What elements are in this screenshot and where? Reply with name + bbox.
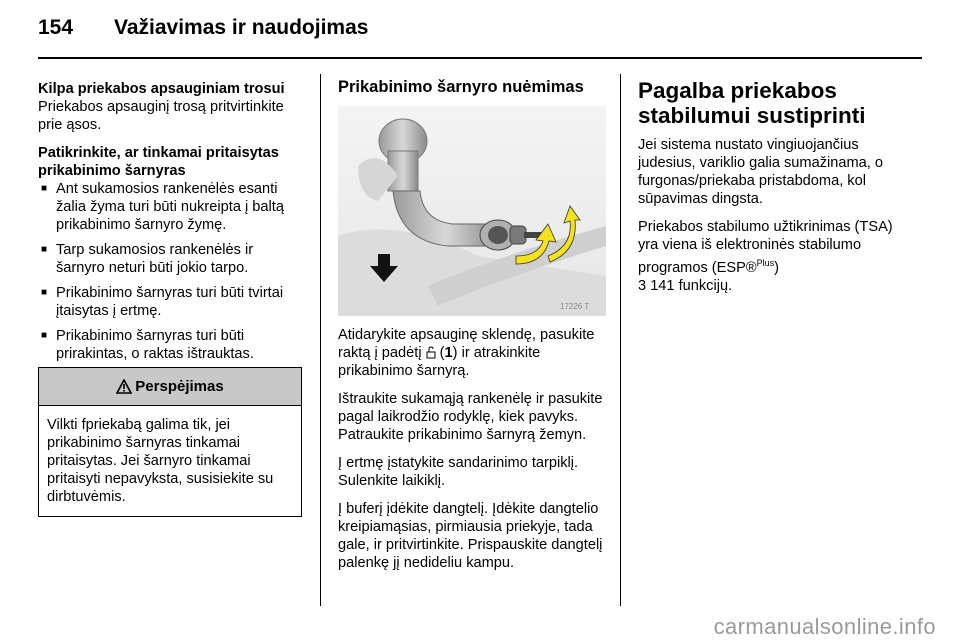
- paragraph-seal: Į ertmę įstatykite sandarinimo tarpiklį. Sulenkite laikiklį.: [338, 455, 579, 489]
- paragraph-safety-cable: Priekabos apsauginį trosą pritvirtinkite prie ąsos.: [38, 99, 284, 133]
- warning-title: Perspėjimas: [135, 378, 224, 395]
- warning-triangle-icon: [116, 379, 132, 394]
- paragraph-pull-knob: Ištraukite sukamąją rankenėlę ir pasukite pagal laikrodžio rodyklę, kiek pavyks. Patraukite prikabinimo šarnyrą žemyn.: [338, 391, 603, 443]
- page-ref-link[interactable]: 141 funkcijų.: [650, 277, 733, 294]
- check-list: [38, 180, 303, 363]
- page-ref-arrow-icon: 3: [638, 277, 647, 294]
- plus-superscript: Plus: [756, 258, 775, 268]
- header-rule: [38, 57, 922, 59]
- towbar-illustration: [338, 106, 606, 316]
- paragraph-open-flap: Atidarykite apsauginę sklendę, pasukite raktą į padėtį (1) ir atrakinkite prikabinimo šarnyrą.: [338, 327, 595, 379]
- warning-header: [39, 368, 301, 406]
- page-number: 154: [38, 16, 74, 39]
- list-item: ■ Prikabinimo šarnyras turi būti prirakintas, o raktas ištrauktas.: [38, 327, 303, 363]
- list-item: ■ Ant sukamosios rankenėlės esanti žalia žyma turi būti nukreipta į baltą prikabinimo šarnyro žymę.: [38, 180, 303, 234]
- list-item: ■ Tarp sukamosios rankenėlės ir šarnyro neturi būti jokio tarpo.: [38, 241, 303, 277]
- watermark: carmanualsonline.info: [713, 614, 936, 639]
- column-divider-2: [620, 74, 621, 606]
- paragraph-tsa-esp: [638, 218, 906, 295]
- paragraph-tsa-detect: Jei sistema nustato vingiuojančius judesius, variklio galia sumažinama, o furgonas/priekaba pristabdoma, kol sūpavimas dingsta.: [638, 137, 883, 207]
- column-divider-1: [320, 74, 321, 606]
- warning-box: [38, 367, 302, 517]
- position-number: 1: [444, 345, 453, 361]
- para1-post: ir atrakinkite prikabinimo šarnyrą.: [338, 345, 541, 379]
- para1-pre: Atidarykite apsauginę sklendę, pasukite raktą į padėtį: [338, 327, 595, 361]
- list-item: ■ Prikabinimo šarnyras turi būti tvirtai įtaisytas į ertmę.: [38, 284, 303, 320]
- para2-pre: Priekabos stabilumo užtikrinimas (TSA) yra viena iš elektroninės stabilumo programos (ESP®: [638, 219, 893, 276]
- lock-open-icon: [426, 346, 436, 359]
- warning-text: Vilkti fpriekabą galima tik, jei prikabinimo šarnyras tinkamai pritaisytas. Jei šarnyro tinkamai pritaisyti nepavyksta, susisiekite su dirbtuvėmis.: [47, 417, 274, 505]
- column-3: [638, 78, 906, 305]
- subheading-safety-cable: Kilpa priekabos apsauginiam trosui: [38, 81, 285, 97]
- paragraph-cover: Į buferį įdėkite dangtelį. Įdėkite dangtelio kreipiamąsias, pirmiausia priekyje, tada gale, ir pritvirtinkite. Prispauskite dangtelį palenkę jį nedideliu kampu.: [338, 501, 603, 571]
- column-2-text: [338, 326, 605, 582]
- subheading-check-hitch: Patikrinkite, ar tinkamai pritaisytas prikabinimo šarnyras: [38, 145, 279, 179]
- page-header: [38, 16, 368, 40]
- section-heading-removal: Prikabinimo šarnyro nuėmimas: [338, 78, 584, 96]
- figure-code: 17226 T: [560, 302, 590, 311]
- section-heading-tsa: Pagalba priekabos stabilumui sustiprinti: [638, 78, 866, 128]
- page-title: Važiavimas ir naudojimas: [114, 16, 369, 39]
- para2-post: ): [774, 259, 780, 276]
- column-1: [38, 80, 303, 373]
